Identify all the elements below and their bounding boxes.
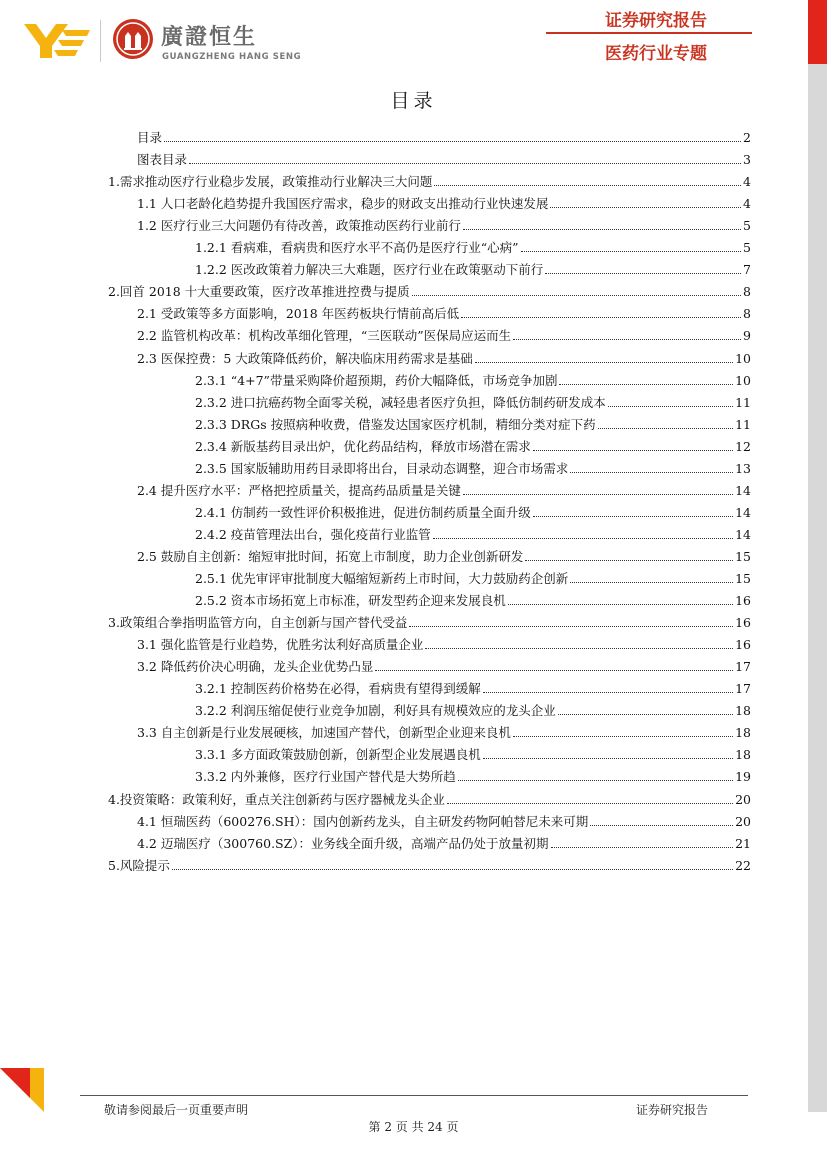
toc-entry-title: 2.3.5 国家版辅助用药目录即将出台，目录动态调整，迎合市场需求 [195, 460, 569, 476]
toc-entry[interactable] [195, 499, 751, 521]
toc-leader-dots [172, 869, 733, 870]
toc-entry-title: 2.5.2 资本市场拓宽上市标准，研发型药企迎来发展良机 [195, 593, 506, 609]
toc-entry[interactable] [195, 433, 751, 455]
toc-entry[interactable] [137, 190, 751, 212]
toc-entry-title: 2.3.1 “4+7”带量采购降价超预期，药价大幅降低，市场竞争加剧 [195, 372, 558, 388]
toc-entry[interactable] [195, 521, 751, 543]
toc-leader-dots [558, 714, 733, 715]
toc-leader-dots [608, 406, 733, 407]
footer-disclaimer: 敬请参阅最后一页重要声明 [104, 1103, 249, 1117]
corner-triangle-icon [0, 1068, 44, 1112]
toc-entry-page: 10 [735, 350, 751, 366]
toc-entry-page: 11 [735, 394, 751, 410]
toc-leader-dots [425, 648, 733, 649]
toc-entry-page: 16 [735, 593, 751, 609]
toc-entry[interactable] [108, 609, 751, 631]
toc-entry-page: 18 [735, 725, 751, 741]
toc-entry[interactable] [195, 455, 751, 477]
toc-leader-dots [570, 472, 733, 473]
toc-leader-dots [570, 582, 733, 583]
toc-leader-dots [463, 229, 741, 230]
toc-entry-page: 22 [735, 857, 751, 873]
toc-entry-title: 目录 [137, 130, 163, 145]
toc-entry[interactable] [195, 697, 751, 719]
toc-entry-title: 3.1 强化监管是行业趋势，优胜劣汰利好高质量企业 [137, 637, 424, 653]
toc-entry[interactable] [137, 212, 751, 234]
toc-entry-title: 1.2.2 医改政策着力解决三大难题，医疗行业在政策驱动下前行 [195, 262, 544, 278]
toc-entry[interactable] [195, 256, 751, 278]
toc-entry-page: 15 [735, 548, 751, 564]
toc-entry-title: 5.风险提示 [108, 857, 170, 873]
toc-entry-title: 3.3.1 多方面政策鼓励创新，创新型企业发展遇良机 [195, 747, 481, 763]
toc-entry[interactable] [137, 631, 751, 653]
toc-entry-title: 3.政策组合拳指明监管方向，自主创新与国产替代受益 [108, 615, 408, 631]
toc-leader-dots [475, 362, 733, 363]
toc-entry[interactable] [137, 300, 751, 322]
toc-leader-dots [458, 780, 733, 781]
header-divider [546, 32, 752, 34]
toc-leader-dots [483, 758, 733, 759]
toc-leader-dots [483, 692, 733, 693]
toc-leader-dots [463, 494, 733, 495]
yf-logo-icon [22, 18, 92, 62]
toc-entry[interactable] [195, 234, 751, 256]
toc-leader-dots [434, 185, 741, 186]
toc-entry[interactable] [137, 719, 751, 741]
toc-leader-dots [461, 317, 741, 318]
toc-entry-page: 14 [735, 482, 751, 498]
seal-logo-icon [112, 18, 154, 60]
footer-divider [80, 1095, 748, 1096]
toc-leader-dots [513, 736, 733, 737]
toc-entry[interactable] [137, 808, 751, 830]
toc-entry-page: 10 [735, 372, 751, 388]
toc-entry[interactable] [195, 741, 751, 763]
toc-entry-title: 2.5 鼓励自主创新：缩短审批时间，拓宽上市制度，助力企业创新研发 [137, 548, 524, 564]
toc-entry-page: 16 [735, 637, 751, 653]
toc-entry-page: 7 [743, 262, 751, 278]
toc-leader-dots [433, 538, 733, 539]
toc-entry-page: 14 [735, 504, 751, 520]
toc-leader-dots [409, 626, 733, 627]
toc-entry[interactable] [137, 830, 751, 852]
toc-entry-page: 17 [735, 681, 751, 697]
toc-leader-dots [525, 560, 733, 561]
toc-entry-title: 2.4.1 仿制药一致性评价积极推进，促进仿制药质量全面升级 [195, 504, 531, 520]
toc-entry-title: 4.投资策略：政策利好，重点关注创新药与医疗器械龙头企业 [108, 791, 445, 807]
toc-entry-page: 2 [743, 130, 751, 145]
toc-leader-dots [412, 295, 741, 296]
toc-title: 目录 [390, 90, 437, 112]
toc-entry-page: 17 [735, 659, 751, 675]
toc-entry-page: 15 [735, 571, 751, 586]
toc-entry[interactable] [195, 675, 751, 697]
toc-entry-title: 2.3.4 新版基药目录出炉，优化药品结构，释放市场潜在需求 [195, 438, 531, 454]
page-number: 第 2 页 共 24 页 [368, 1120, 459, 1134]
toc-entry-page: 11 [735, 416, 751, 432]
toc-entry-page: 18 [735, 703, 751, 719]
toc-entry-page: 19 [735, 769, 751, 785]
toc-entry[interactable] [137, 653, 751, 675]
toc-leader-dots [189, 163, 741, 164]
side-gray-bar [808, 64, 827, 1112]
toc-entry-title: 图表目录 [137, 152, 188, 168]
toc-entry-page: 4 [743, 174, 751, 190]
page-header [0, 0, 827, 80]
toc-entry-title: 4.2 迈瑞医疗（300760.SZ）：业务线全面升级，高端产品仍处于放量初期 [137, 835, 549, 851]
toc-entry-title: 3.3.2 内外兼修，医疗行业国产替代是大势所趋 [195, 769, 456, 785]
toc-entry-title: 2.3.3 DRGs 按照病种收费，借鉴发达国家医疗机制，精细分类对症下药 [195, 416, 596, 432]
toc-entry-title: 3.2 降低药价决心明确，龙头企业优势凸显 [137, 659, 374, 675]
toc-entry-title: 3.3 自主创新是行业发展硬核，加速国产替代，创新型企业迎来良机 [137, 725, 511, 741]
toc-entry-page: 5 [743, 218, 751, 234]
toc-entry-title: 2.3 医保控费：5 大政策降低药价，解决临床用药需求是基础 [137, 350, 473, 366]
toc-entry-title: 1.1 人口老龄化趋势提升我国医疗需求，稳步的财政支出推动行业快速发展 [137, 196, 549, 212]
toc-leader-dots [164, 141, 741, 142]
toc-entry-title: 2.4 提升医疗水平：严格把控质量关，提高药品质量是关键 [137, 482, 461, 498]
logo-divider [100, 20, 101, 62]
toc-entry-title: 2.1 受政策等多方面影响，2018 年医药板块行情前高后低 [137, 306, 460, 322]
toc-entry-page: 12 [735, 438, 751, 454]
toc-entry-page: 8 [743, 284, 751, 300]
toc-entry[interactable] [195, 565, 751, 587]
toc-leader-dots [508, 604, 733, 605]
toc-entry-title: 2.5.1 优先审评审批制度大幅缩短新药上市时间，大力鼓励药企创新 [195, 571, 569, 586]
toc-entry-title: 2.3.2 进口抗癌药物全面零关税，减轻患者医疗负担，降低仿制药研发成本 [195, 394, 606, 410]
toc-entry-title: 2.2 监管机构改革：机构改革细化管理，“三医联动”医保局应运而生 [137, 328, 512, 344]
industry-label: 医药行业专题 [605, 44, 707, 64]
toc-entry-page: 20 [735, 813, 751, 829]
toc-leader-dots [545, 273, 741, 274]
toc-entry[interactable] [195, 389, 751, 411]
toc-entry-title: 1.2 医疗行业三大问题仍有待改善，政策推动医药行业前行 [137, 218, 461, 234]
toc-entry[interactable] [137, 146, 751, 168]
toc-entry-page: 8 [743, 306, 751, 322]
toc-entry-title: 3.2.2 利润压缩促使行业竞争加剧，利好具有规模效应的龙头企业 [195, 703, 556, 719]
toc-entry[interactable] [108, 852, 751, 874]
toc-entry[interactable] [137, 124, 751, 146]
toc-entry-page: 9 [743, 328, 751, 344]
toc-entry-title: 3.2.1 控制医药价格势在必得，看病贵有望得到缓解 [195, 681, 481, 697]
toc-leader-dots [521, 251, 741, 252]
toc-entry-page: 5 [743, 240, 751, 256]
toc-entry[interactable] [137, 543, 751, 565]
toc-leader-dots [447, 803, 733, 804]
toc-entry-page: 18 [735, 747, 751, 763]
toc-entry[interactable] [108, 278, 751, 300]
toc-entry[interactable] [137, 345, 751, 367]
toc-entry-page: 13 [735, 460, 751, 476]
toc-leader-dots [533, 516, 733, 517]
toc-leader-dots [551, 847, 734, 848]
toc-entry[interactable] [195, 411, 751, 433]
toc-leader-dots [559, 384, 733, 385]
brand-name-en: GUANGZHENG HANG SENG [162, 52, 302, 62]
toc-leader-dots [513, 339, 741, 340]
toc-entry[interactable] [195, 367, 751, 389]
report-type: 证券研究报告 [605, 11, 707, 31]
toc-entry-page: 14 [735, 526, 751, 542]
toc-entry-page: 4 [743, 196, 751, 212]
toc-entry-title: 2.回首 2018 十大重要政策，医疗改革推进控费与提质 [108, 284, 410, 300]
footer-report-type: 证券研究报告 [636, 1103, 709, 1117]
brand-name: 廣證恒生 [161, 25, 258, 50]
toc-entry-title: 1.需求推动医疗行业稳步发展，政策推动行业解决三大问题 [108, 174, 433, 190]
toc-leader-dots [598, 428, 734, 429]
toc-entry-title: 1.2.1 看病难，看病贵和医疗水平不高仍是医疗行业“心病” [195, 240, 519, 256]
toc-entry-page: 16 [735, 615, 751, 631]
toc-leader-dots [550, 207, 741, 208]
toc-leader-dots [533, 450, 733, 451]
toc-entry-page: 20 [735, 791, 751, 807]
toc-leader-dots [375, 670, 733, 671]
toc-entry[interactable] [137, 322, 751, 344]
toc-entry-title: 2.4.2 疫苗管理法出台，强化疫苗行业监管 [195, 526, 431, 542]
toc-entry[interactable] [137, 477, 751, 499]
toc-entry[interactable] [195, 763, 751, 785]
toc-leader-dots [590, 825, 733, 826]
side-accent-bar [808, 0, 827, 64]
toc-entry-page: 21 [735, 835, 751, 851]
toc-entry-page: 3 [743, 152, 751, 168]
toc-entry[interactable] [108, 786, 751, 808]
toc-entry-title: 4.1 恒瑞医药（600276.SH）：国内创新药龙头，自主研发药物阿帕替尼未来可期 [137, 813, 589, 829]
toc-entry[interactable] [195, 587, 751, 609]
toc-entry[interactable] [108, 168, 751, 190]
